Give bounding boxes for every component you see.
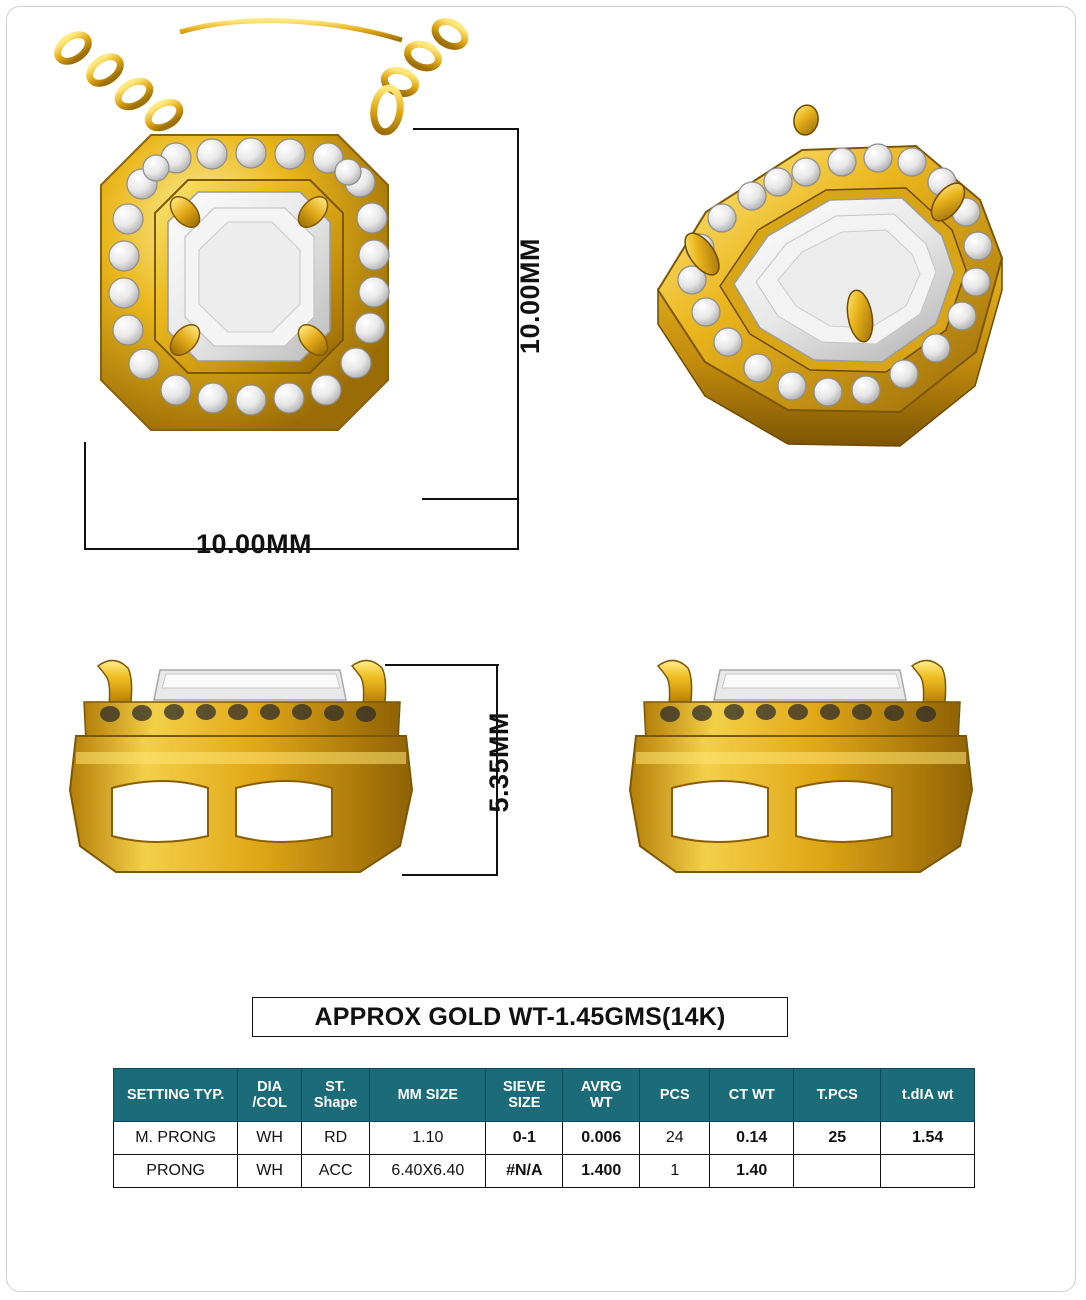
th-dia-col: DIA /COL (238, 1069, 302, 1122)
cell-st-shape: ACC (301, 1155, 369, 1188)
front-view-pendant (30, 10, 550, 570)
cell-dia-col: WH (238, 1155, 302, 1188)
dim-line-bottom-right-tick (517, 498, 519, 550)
side-view-left (40, 640, 480, 910)
cell-pcs: 1 (640, 1155, 710, 1188)
cell-mm-size: 6.40X6.40 (370, 1155, 486, 1188)
cell-pcs: 24 (640, 1122, 710, 1155)
cell-t-pcs: 25 (794, 1122, 881, 1155)
th-ct-wt: CT WT (710, 1069, 794, 1122)
th-mm-size: MM SIZE (370, 1069, 486, 1122)
dimension-width-label: 10.00MM (196, 529, 313, 559)
table-row (114, 1122, 975, 1155)
cell-avrg-wt: 1.400 (563, 1155, 640, 1188)
cell-ct-wt: 0.14 (710, 1122, 794, 1155)
cell-setting-type: M. PRONG (114, 1122, 238, 1155)
dim-line-right-bottom (422, 498, 519, 500)
table-row (114, 1155, 975, 1188)
side-view-right (600, 640, 1040, 910)
cell-ct-wt: 1.40 (710, 1155, 794, 1188)
cell-sieve-size: #N/A (486, 1155, 563, 1188)
perspective-view-pendant (610, 90, 1030, 460)
approx-gold-weight-title (252, 997, 788, 1037)
table-header-row (114, 1069, 975, 1122)
cell-t-pcs (794, 1155, 881, 1188)
cell-dia-col: WH (238, 1122, 302, 1155)
side-dim-bottom-line (402, 874, 498, 876)
title-text: APPROX GOLD WT-1.45GMS(14K) (314, 1002, 726, 1031)
th-st-shape: ST. Shape (301, 1069, 369, 1122)
th-t-pcs: T.PCS (794, 1069, 881, 1122)
th-setting-type: SETTING TYP. (114, 1069, 238, 1122)
dimension-depth-label: 5.35MM (484, 712, 514, 813)
cell-sieve-size: 0-1 (486, 1122, 563, 1155)
th-pcs: PCS (640, 1069, 710, 1122)
dimension-height-label: 10.00MM (515, 238, 545, 355)
cell-setting-type: PRONG (114, 1155, 238, 1188)
side-dim-top-line (385, 664, 499, 666)
dim-line-left-vertical (84, 442, 86, 550)
th-t-dia-wt: t.dIA wt (881, 1069, 975, 1122)
cell-mm-size: 1.10 (370, 1122, 486, 1155)
th-sieve-size: SIEVE SIZE (486, 1069, 563, 1122)
stone-spec-table (113, 1068, 975, 1188)
cell-avrg-wt: 0.006 (563, 1122, 640, 1155)
cell-st-shape: RD (301, 1122, 369, 1155)
chain-graphic (53, 16, 470, 133)
cell-t-dia-wt (881, 1155, 975, 1188)
th-avrg-wt: AVRG WT (563, 1069, 640, 1122)
cell-t-dia-wt: 1.54 (881, 1122, 975, 1155)
dim-line-top (413, 128, 518, 130)
